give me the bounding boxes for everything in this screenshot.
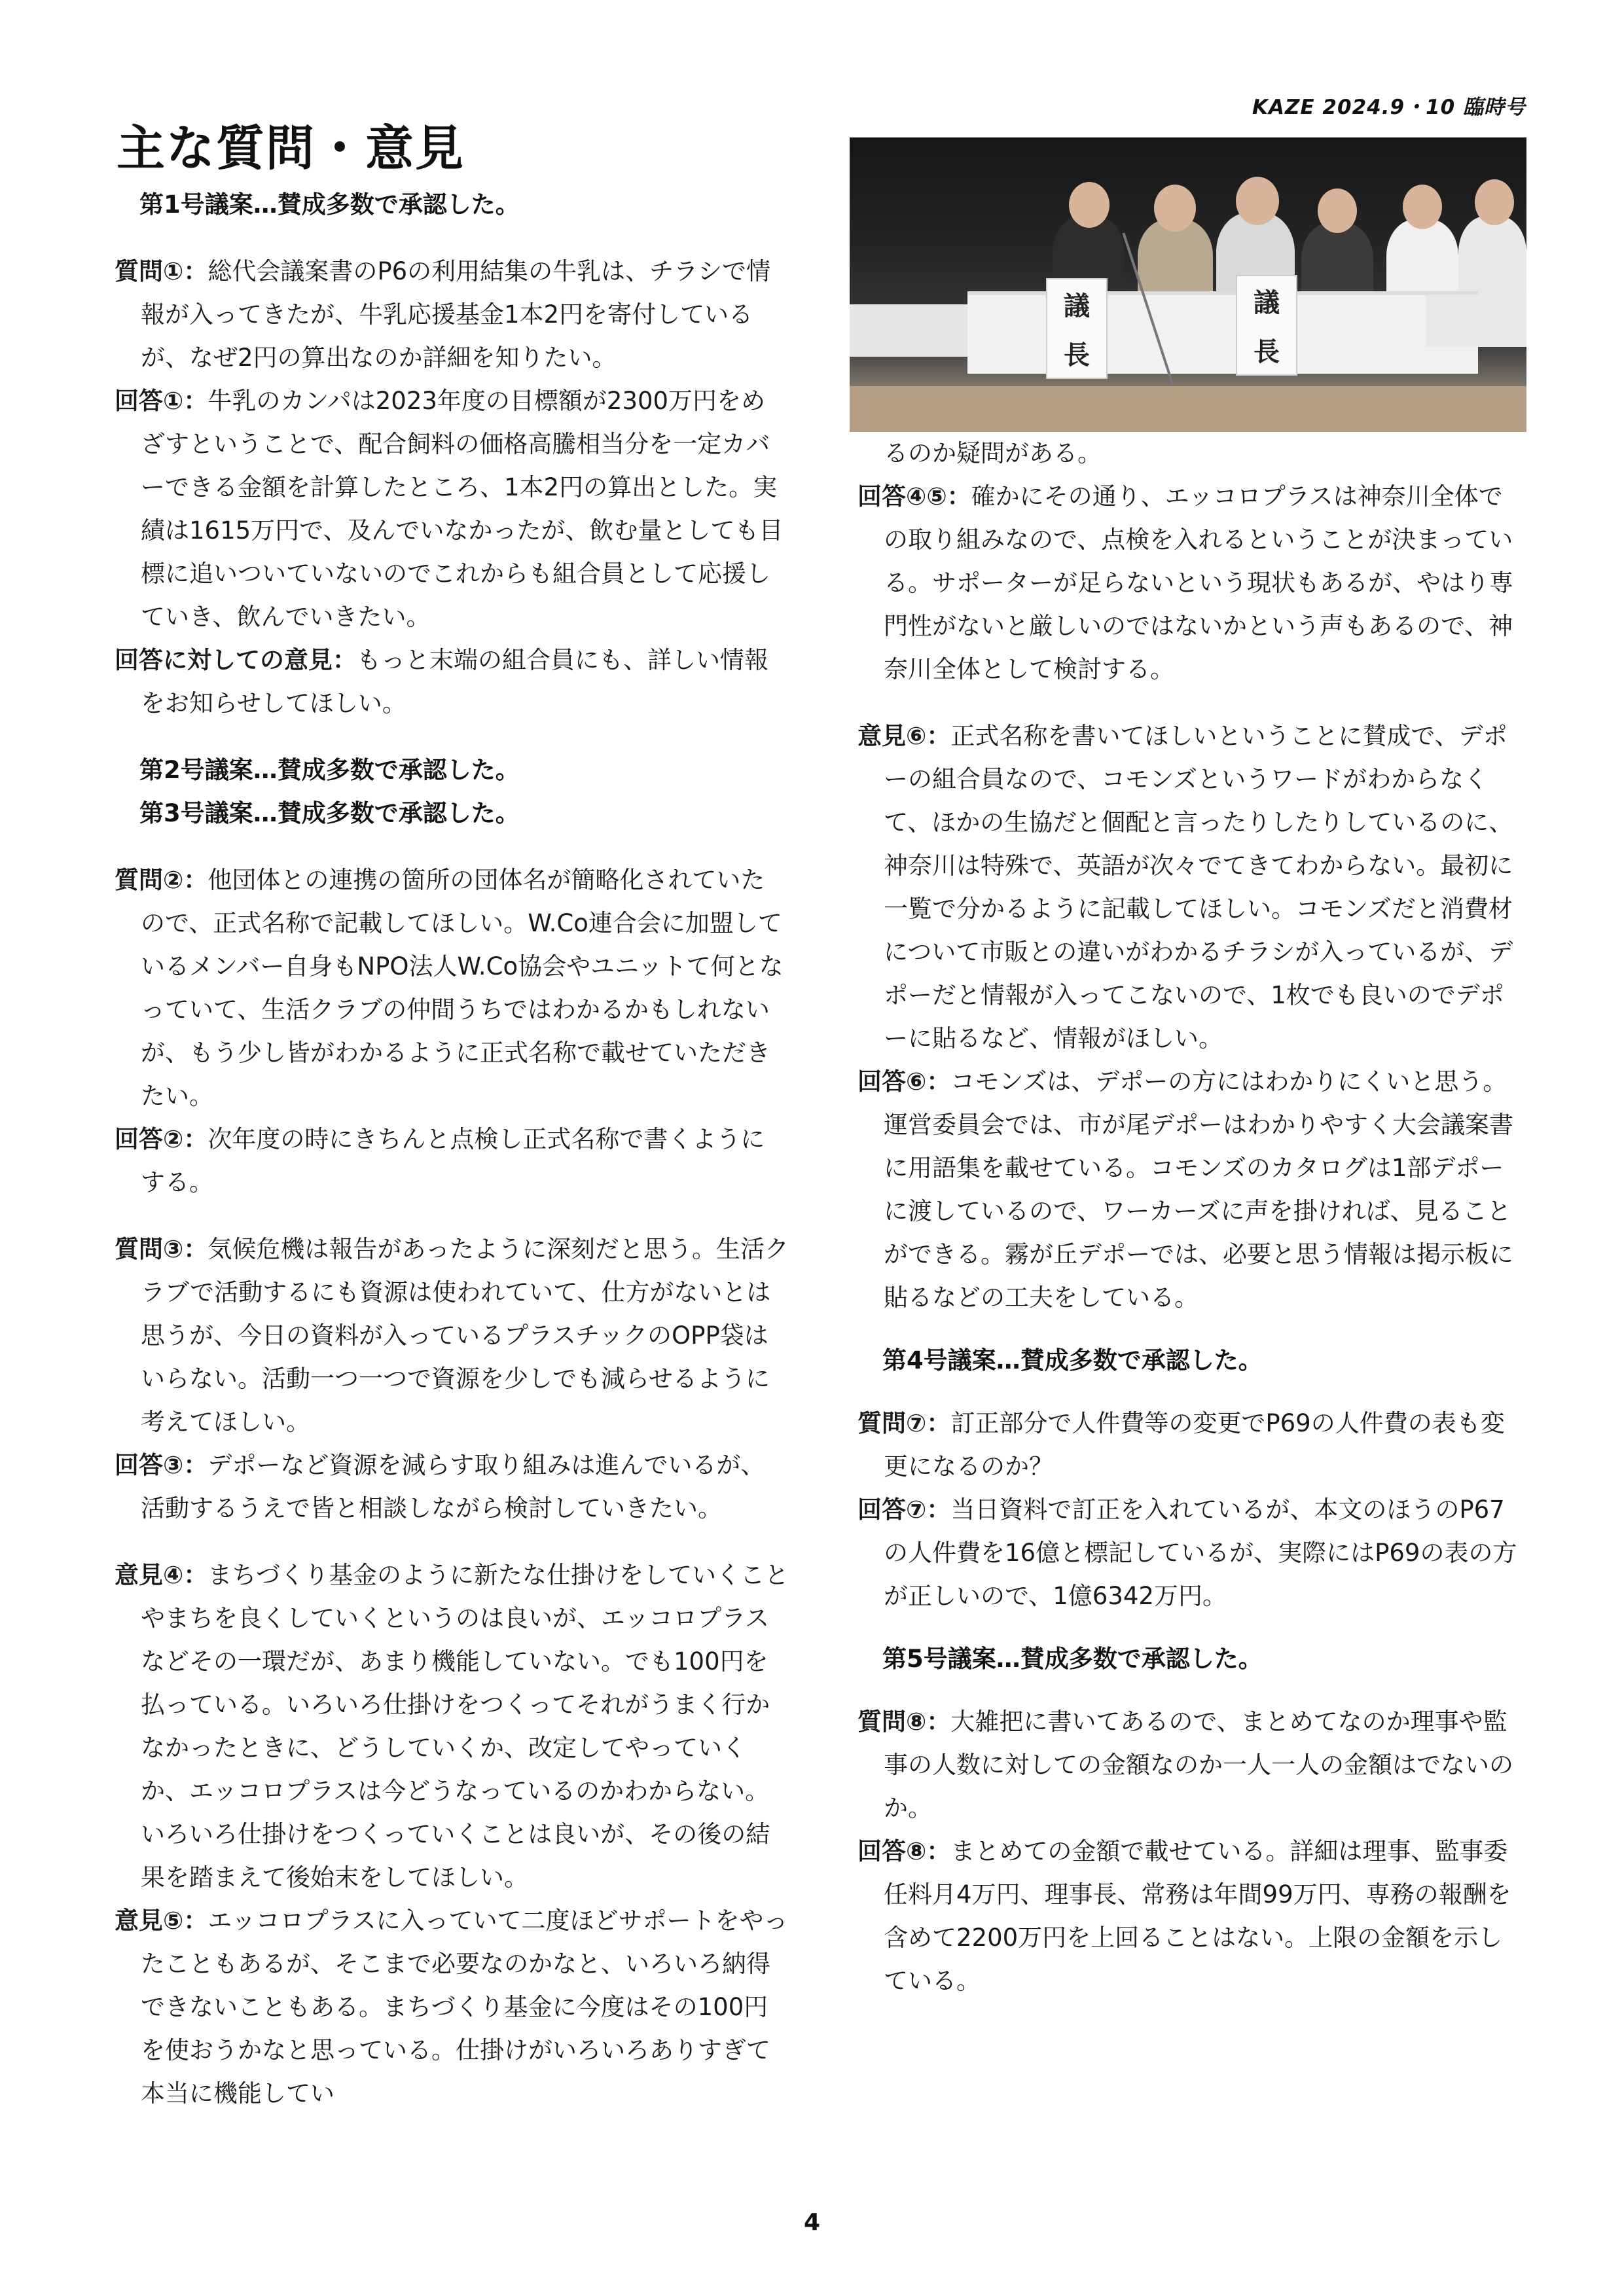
qa-item bbox=[115, 1554, 789, 1899]
qa-item bbox=[115, 1118, 789, 1204]
spacer bbox=[115, 1204, 789, 1228]
qa-label: 回答⑥： bbox=[857, 1067, 951, 1096]
qa-label: 回答⑦： bbox=[857, 1496, 951, 1524]
qa-item bbox=[857, 1402, 1519, 1488]
qa-text: 確かにその通り、エッコロプラスは神奈川全体での取り組みなので、点検を入れるということが決まっている。サポーターが足らないという現状もあるが、やはり専門性がないと厳しいのではないかという声もあるので、神奈川全体として検討する。 bbox=[884, 482, 1513, 683]
qa-text: 訂正部分で人件費等の変更でP69の人件費の表も変更になるのか？ bbox=[884, 1409, 1505, 1480]
photo-stage-floor bbox=[850, 386, 1526, 432]
qa-item bbox=[115, 639, 789, 725]
photo-table-right bbox=[1426, 295, 1526, 347]
agenda-heading: 第5号議案…賛成多数で承認した。 bbox=[882, 1645, 1263, 1673]
photo-table-left bbox=[850, 304, 967, 357]
meeting-photo bbox=[850, 137, 1526, 432]
qa-text: まとめての金額で載せている。詳細は理事、監事委任料月4万円、理事長、常務は年間99万円、専務の報酬を含めて2200万円を上回ることはない。上限の金額を示している。 bbox=[884, 1837, 1511, 1995]
qa-text: デポーなど資源を減らす取り組みは進んでいるが、活動するうえで皆と相談しながら検討していきたい。 bbox=[141, 1451, 765, 1522]
qa-item bbox=[857, 1060, 1519, 1319]
qa-item bbox=[115, 859, 789, 1118]
qa-label: 回答⑧： bbox=[857, 1837, 951, 1865]
spacer bbox=[115, 1530, 789, 1554]
qa-text: 大雑把に書いてあるので、まとめてなのか理事や監事の人数に対しての金額なのか一人一人の金額はでないのか。 bbox=[884, 1708, 1513, 1822]
qa-text: 総代会議案書のP6の利用結集の牛乳は、チラシで情報が入ってきたが、牛乳応援基金1本2円を寄付しているが、なぜ2円の算出なのか詳細を知りたい。 bbox=[141, 257, 771, 372]
qa-label: 意見⑥： bbox=[857, 722, 951, 750]
page-title: 主な質問・意見 bbox=[117, 120, 465, 177]
qa-item bbox=[115, 380, 789, 639]
agenda-heading: 第2号議案…賛成多数で承認した。 bbox=[139, 756, 520, 784]
qa-label: 質問⑦： bbox=[857, 1409, 951, 1437]
spacer bbox=[115, 835, 789, 859]
qa-label: 質問⑧： bbox=[857, 1708, 951, 1736]
chair-sign-right bbox=[1236, 275, 1297, 376]
qa-text: まちづくり基金のように新たな仕掛けをしていくことやまちを良くしていくというのは良いが、エッコロプラスなどその一環だが、あまり機能していない。でも100円を払っている。いろいろ仕掛けをつくってそれがうまく行かなかったときに、どうしていくか、改定してやっていくか、エッコロプラスは今どうなっているのかわからない。いろいろ仕掛けをつくっていくことは良いが、その後の結果を踏まえて後始末をしてほしい。 bbox=[141, 1561, 789, 1892]
sign-char: 議 bbox=[1254, 288, 1280, 318]
qa-label: 回答①： bbox=[115, 387, 208, 415]
agenda-heading: 第1号議案…賛成多数で承認した。 bbox=[139, 190, 520, 219]
photo-head bbox=[1236, 177, 1279, 225]
qa-text: コモンズは、デポーの方にはわかりにくいと思う。運営委員会では、市が尾デポーはわかりやすく大会議案書に用語集を載せている。コモンズのカタログは1部デポーに渡しているので、ワーカーズに声を掛ければ、見ることができる。霧が丘デポーでは、必要と思う情報は掲示板に貼るなどの工夫をしている。 bbox=[884, 1067, 1513, 1312]
issue-header: KAZE 2024.9・10 臨時号 bbox=[1252, 96, 1526, 119]
agenda-heading: 第3号議案…賛成多数で承認した。 bbox=[139, 799, 520, 827]
left-column bbox=[115, 183, 789, 2115]
spacer bbox=[115, 725, 789, 749]
qa-item bbox=[115, 250, 789, 380]
qa-text: エッコロプラスに入っていて二度ほどサポートをやったこともあるが、そこまで必要なのかなと、いろいろ納得できないこともある。まちづくり基金に今度はその100円を使おうかなと思っている。仕掛けがいろいろありすぎて本当に機能してい bbox=[141, 1907, 788, 2108]
qa-item bbox=[857, 1700, 1519, 1830]
page-number: 4 bbox=[803, 2209, 821, 2236]
qa-label: 回答に対しての意見： bbox=[115, 646, 357, 674]
qa-item bbox=[857, 1488, 1519, 1618]
qa-label: 質問②： bbox=[115, 866, 208, 894]
spacer bbox=[857, 1319, 1519, 1339]
spacer bbox=[115, 226, 789, 250]
qa-label: 回答③： bbox=[115, 1451, 208, 1479]
agenda-heading: 第4号議案…賛成多数で承認した。 bbox=[882, 1346, 1263, 1374]
qa-item bbox=[115, 1899, 789, 2115]
qa-text: 牛乳のカンパは2023年度の目標額が2300万円をめざすということで、配合飼料の価格高騰相当分を一定カバーできる金額を計算したところ、1本2円の算出とした。実績は1615万円で、及んでいなかったが、飲む量としても目標に追いついていないのでこれからも組合員として応援していき、飲んでいきたい。 bbox=[141, 387, 784, 631]
qa-text: もっと末端の組合員にも、詳しい情報をお知らせしてほしい。 bbox=[141, 646, 768, 717]
qa-text: 気候危機は報告があったように深刻だと思う。生活クラブで活動するにも資源は使われていて、仕方がないとは思うが、今日の資料が入っているプラスチックのOPP袋はいらない。活動一つ一つで資源を少しでも減らせるように考えてほしい。 bbox=[141, 1235, 789, 1436]
spacer bbox=[857, 691, 1519, 715]
qa-label: 意見④： bbox=[115, 1561, 208, 1589]
qa-item bbox=[857, 715, 1519, 1060]
chair-sign-left bbox=[1046, 278, 1108, 379]
qa-label: 質問③： bbox=[115, 1235, 208, 1263]
qa-item bbox=[115, 1228, 789, 1444]
qa-text: 正式名称を書いてほしいということに賛成で、デポーの組合員なので、コモンズというワードがわからなくて、ほかの生協だと個配と言ったりしたりしているのに、神奈川は特殊で、英語が次々でてきてわからない。最初に一覧で分かるように記載してほしい。コモンズだと消費材について市販との違いがわかるチラシが入っているが、デポーだと情報が入ってこないので、1枚でも良いのでデポーに貼るなど、情報がほしい。 bbox=[884, 722, 1513, 1052]
photo-head bbox=[1069, 182, 1110, 228]
photo-head bbox=[1403, 185, 1442, 229]
qa-text: 次年度の時にきちんと点検し正式名称で書くようにする。 bbox=[141, 1125, 765, 1196]
sign-char: 議 bbox=[1064, 291, 1090, 321]
photo-head bbox=[1318, 188, 1357, 233]
qa-item bbox=[857, 475, 1519, 691]
qa-label: 質問①： bbox=[115, 257, 208, 285]
qa-text: 他団体との連携の箇所の団体名が簡略化されていたので、正式名称で記載してほしい。W.Co連合会に加盟しているメンバー自身もNPO法人W.Co協会やユニットて何となっていて、生活クラブの仲間うちではわかるかもしれないが、もう少し皆がわかるように正式名称で載せていただきたい。 bbox=[141, 866, 784, 1110]
spacer bbox=[857, 1681, 1519, 1700]
sign-char: 長 bbox=[1254, 337, 1280, 367]
continued-text: るのか疑問がある。 bbox=[884, 439, 1102, 467]
right-column bbox=[857, 432, 1519, 2003]
spacer bbox=[857, 1618, 1519, 1638]
qa-text: 当日資料で訂正を入れているが、本文のほうのP67の人件費を16億と標記しているが、実際にはP69の表の方が正しいので、1億6342万円。 bbox=[884, 1496, 1517, 1610]
spacer bbox=[857, 1382, 1519, 1402]
qa-label: 回答④⑤： bbox=[857, 482, 971, 511]
photo-head bbox=[1475, 179, 1514, 225]
qa-item bbox=[115, 1444, 789, 1530]
photo-head bbox=[1154, 185, 1196, 232]
qa-item bbox=[857, 1830, 1519, 2003]
sign-char: 長 bbox=[1064, 340, 1090, 370]
qa-label: 回答②： bbox=[115, 1125, 208, 1153]
qa-label: 意見⑤： bbox=[115, 1907, 208, 1935]
photo-table bbox=[967, 291, 1478, 374]
